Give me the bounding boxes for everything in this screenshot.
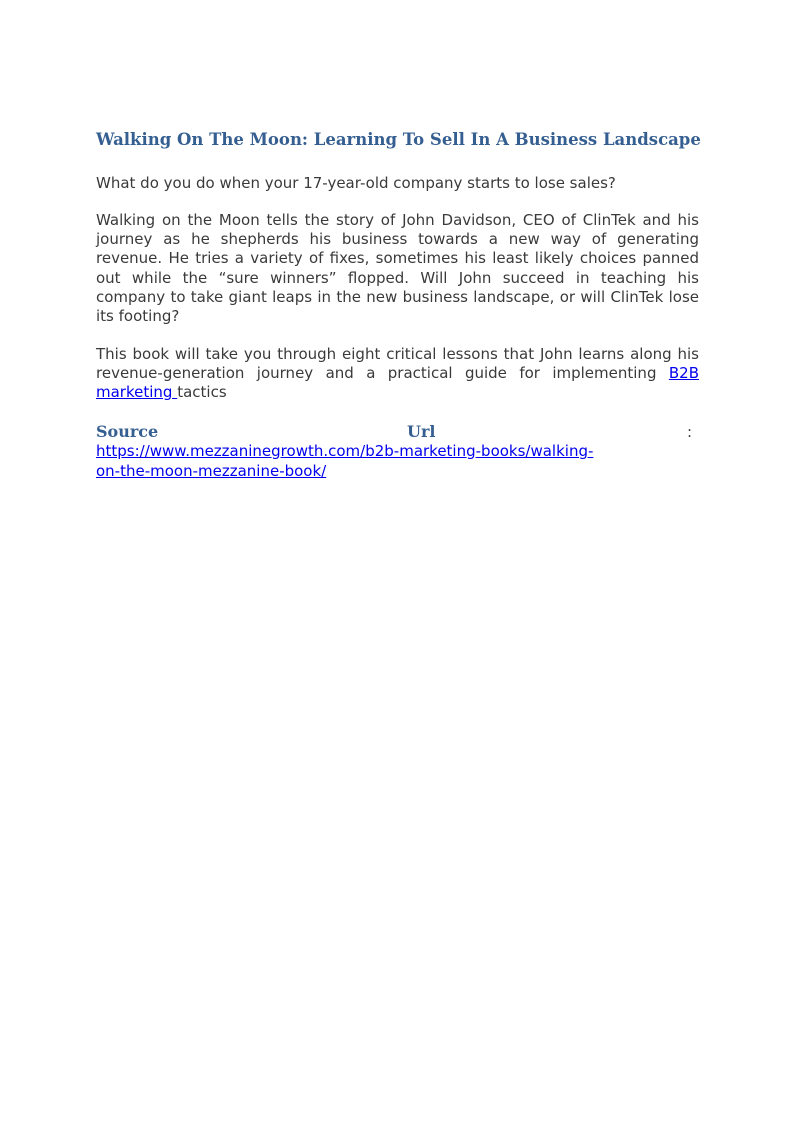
lessons-tail: tactics: [177, 383, 227, 402]
source-label: Source: [96, 422, 159, 441]
lessons-paragraph: [96, 345, 699, 403]
article-title: Walking On The Moon: Learning To Sell In A Business Landscape: [96, 130, 701, 149]
b2b-marketing-link[interactable]: B2B marketing: [96, 364, 699, 402]
story-summary: Walking on the Moon tells the story of John Davidson, CEO of ClinTek and his journey as he shepherds his business towards a new way of generating revenue. He tries a variety of fixes, sometimes his least likely choices panned out while the “sure winners” flopped. Will John succeed in teaching his company to take giant leaps in the new business landscape, or will ClinTek lose its footing?: [96, 211, 699, 326]
source-url-heading: [96, 421, 699, 443]
url-label: Url: [407, 422, 436, 441]
source-colon: :: [686, 423, 692, 441]
lessons-text: This book will take you through eight critical lessons that John learns along his revenue-generation journey and a practical guide for implementing: [96, 345, 699, 383]
source-url-link-line2[interactable]: on-the-moon-mezzanine-book/: [96, 461, 327, 480]
intro-question: What do you do when your 17-year-old company starts to lose sales?: [96, 174, 616, 192]
source-url-link-line1[interactable]: https://www.mezzaninegrowth.com/b2b-marketing-books/walking-: [96, 442, 594, 460]
source-url: [96, 442, 636, 481]
